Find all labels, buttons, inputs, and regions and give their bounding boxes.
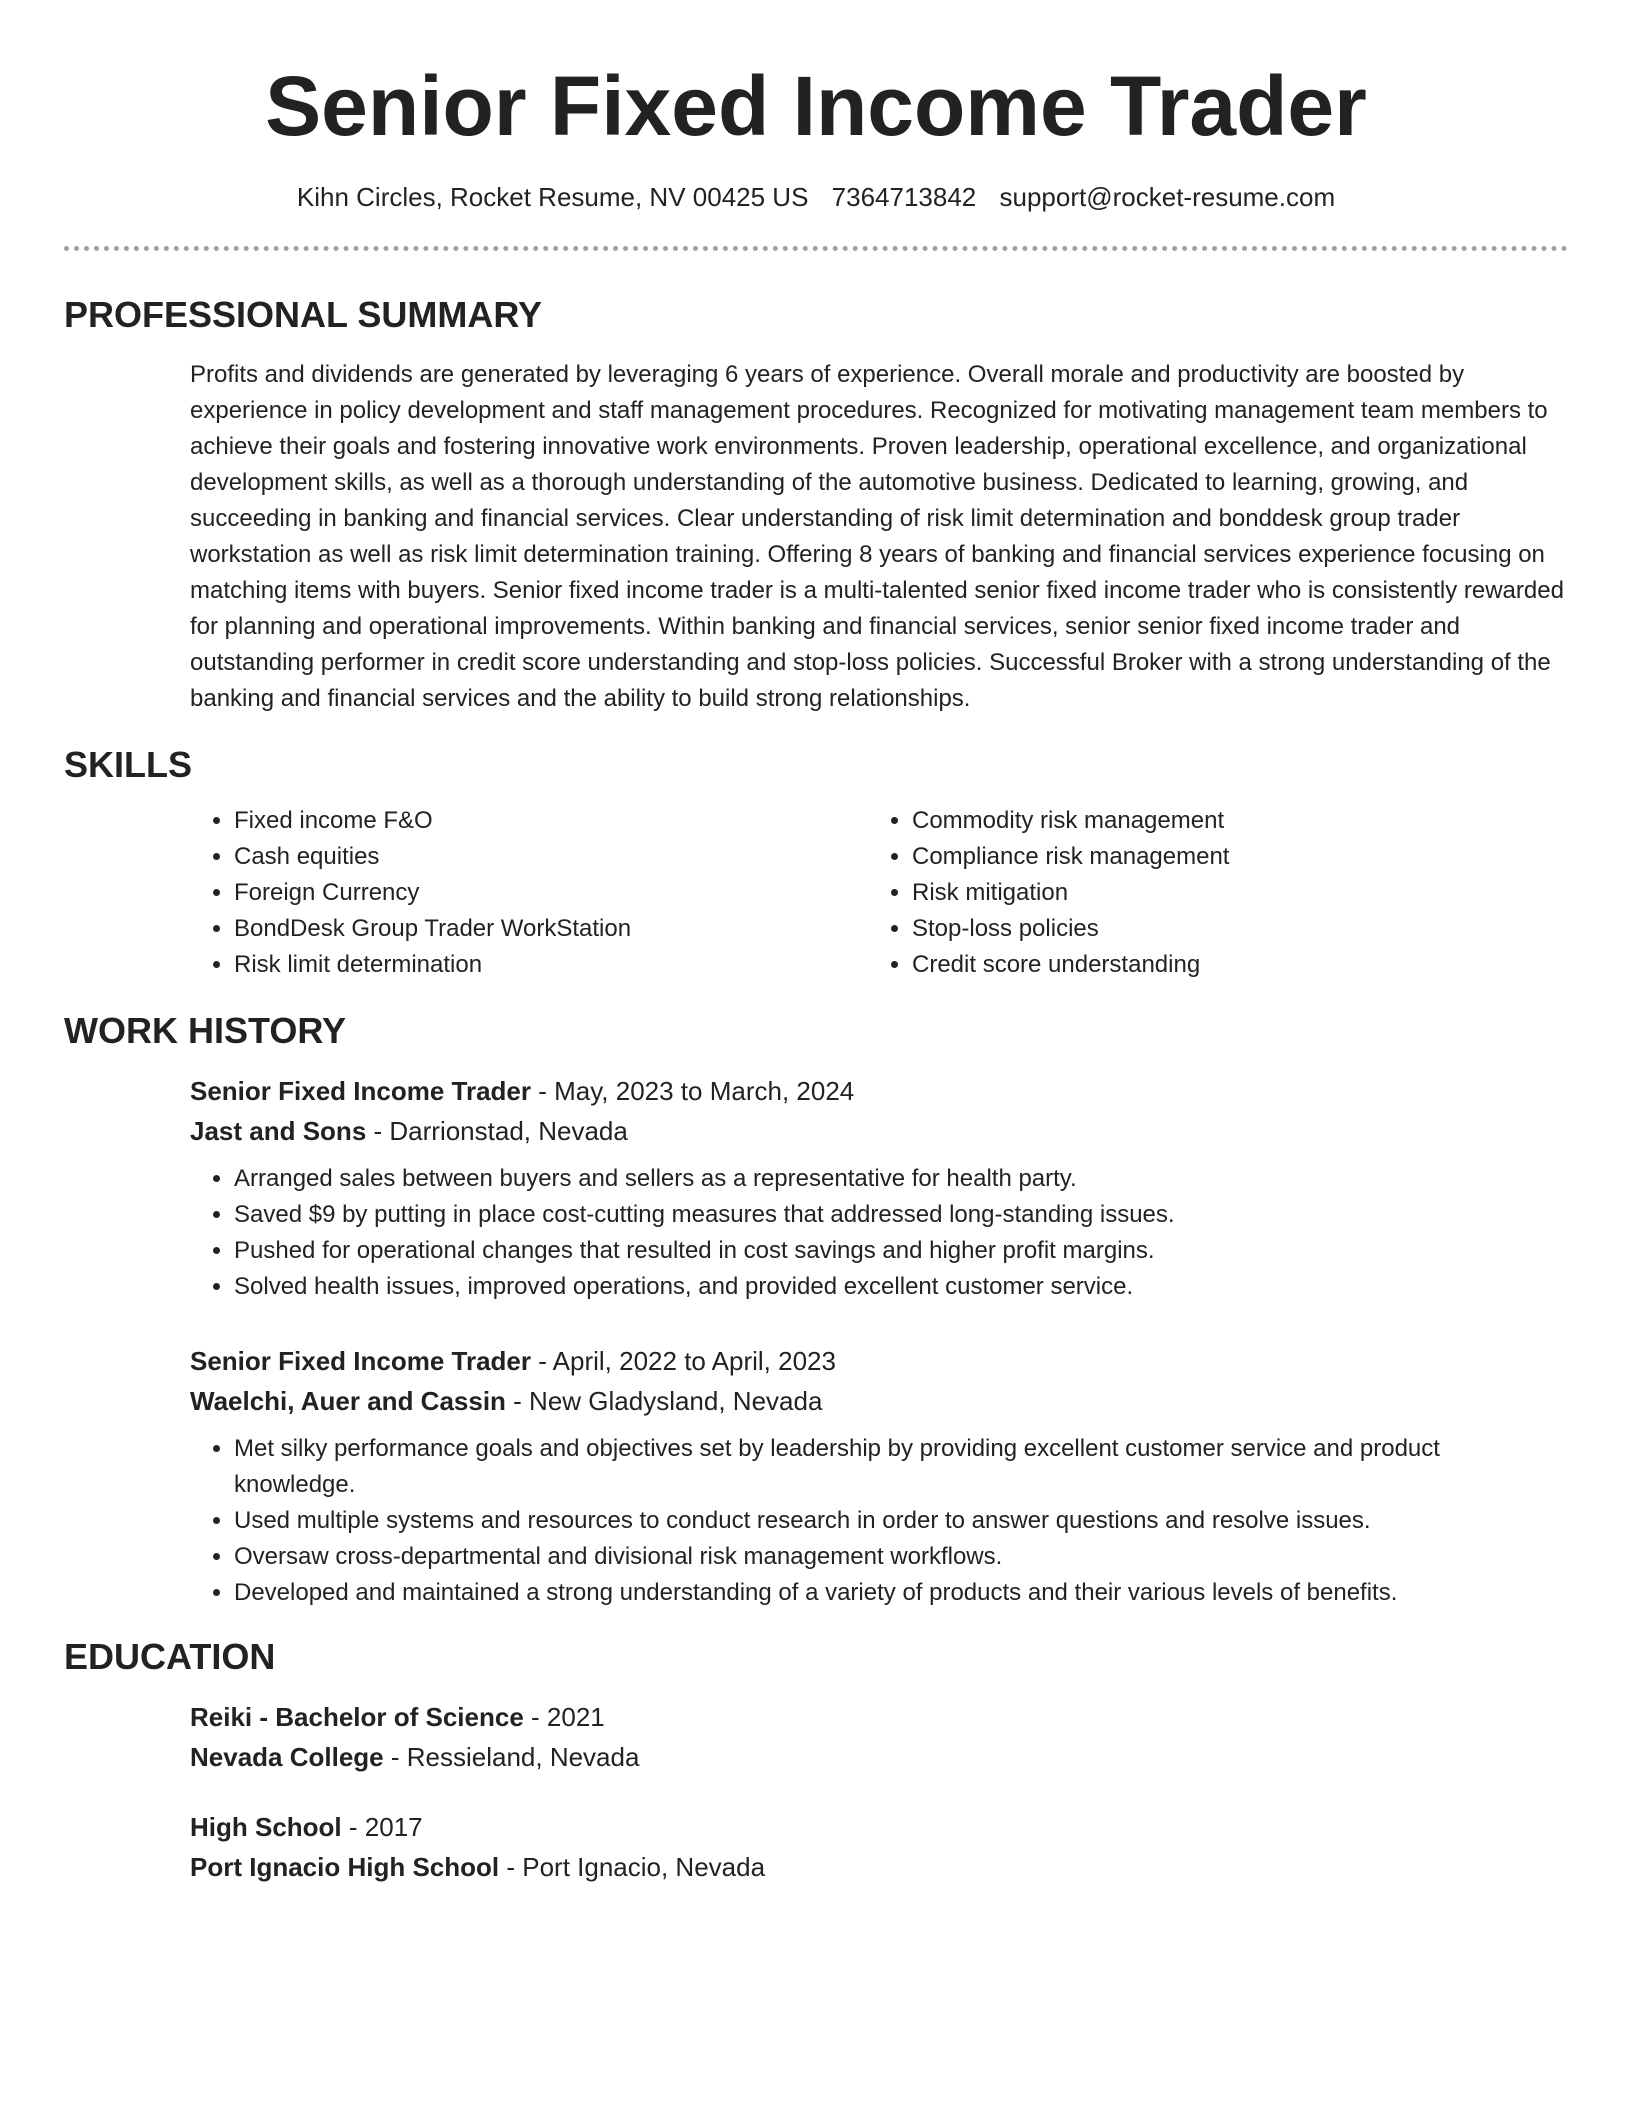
summary-text: Profits and dividends are generated by leveraging 6 years of experience. Overall morale and productivity are boosted by experience in policy development and staff management procedures. Recognized for motivating management team members to achieve their goals and fostering innovative work environments. Proven leadership, operational excellence, and organizational development skills, as well as a thorough understanding of the automotive business. Dedicated to learning, growing, and succeeding in banking and financial services. Clear understanding of risk limit determination and bonddesk group trader workstation as well as risk limit determination training. Offering 8 years of banking and financial services experience focusing on matching items with buyers. Senior fixed income trader is a multi-talented senior fixed income trader who is consistently rewarded for planning and operational improvements. Within banking and financial services, senior senior fixed income trader and outstanding performer in credit score understanding and stop-loss policies. Successful Broker with a strong understanding of the banking and financial services and the ability to build strong relationships.: [190, 361, 1564, 712]
work-history-heading: WORK HISTORY: [64, 1010, 347, 1051]
skill-item: • Fixed income F&O: [234, 803, 868, 839]
education-entry: [190, 1807, 1568, 1887]
skill-item: • BondDesk Group Trader WorkStation: [234, 911, 868, 947]
resume-page: [64, 0, 1568, 1887]
education-entry: [190, 1697, 1568, 1777]
job-bullet: • Oversaw cross-departmental and divisional risk management workflows.: [234, 1539, 1568, 1575]
job-title-line: [190, 1341, 1568, 1381]
contact-line: [64, 180, 1568, 214]
education-location: - Ressieland, Nevada: [383, 1742, 640, 1772]
education-degree-line: [190, 1807, 1568, 1847]
skill-item: • Risk limit determination: [234, 947, 868, 983]
education-year: - 2017: [341, 1812, 423, 1842]
job-bullets: [190, 1161, 1568, 1305]
skill-item: • Cash equities: [234, 839, 868, 875]
job-company-line: [190, 1111, 1568, 1151]
candidate-name: Senior Fixed Income Trader: [265, 59, 1367, 153]
education-school: Port Ignacio High School: [190, 1852, 500, 1882]
job-bullet: • Solved health issues, improved operations, and provided excellent customer service.: [234, 1269, 1568, 1305]
header-divider: [64, 246, 1568, 251]
education-degree: Reiki - Bachelor of Science: [190, 1702, 524, 1732]
job-location: - Darrionstad, Nevada: [366, 1116, 628, 1146]
job-entry: [190, 1341, 1568, 1611]
job-bullet: • Saved $9 by putting in place cost-cutting measures that addressed long-standing issues.: [234, 1197, 1568, 1233]
skill-item: • Stop-loss policies: [912, 911, 1229, 947]
education-school-line: [190, 1847, 1568, 1887]
education-school: Nevada College: [190, 1742, 384, 1772]
job-role: Senior Fixed Income Trader: [190, 1076, 531, 1106]
education-degree-line: [190, 1697, 1568, 1737]
job-bullet: • Met silky performance goals and objectives set by leadership by providing excellent customer service and product knowledge.: [234, 1431, 1568, 1503]
skills-column-right: [868, 803, 1229, 983]
contact-email: support@rocket-resume.com: [999, 182, 1336, 212]
skills-list: [190, 803, 1568, 983]
job-role: Senior Fixed Income Trader: [190, 1346, 531, 1376]
summary-heading: PROFESSIONAL SUMMARY: [64, 294, 543, 335]
job-bullet: • Developed and maintained a strong understanding of a variety of products and their various levels of benefits.: [234, 1575, 1568, 1611]
education-heading: EDUCATION: [64, 1636, 276, 1677]
job-bullets: [190, 1431, 1568, 1611]
job-entry: [190, 1071, 1568, 1305]
skills-heading: SKILLS: [64, 744, 193, 785]
skill-item: • Credit score understanding: [912, 947, 1229, 983]
job-bullet: • Arranged sales between buyers and sellers as a representative for health party.: [234, 1161, 1568, 1197]
education-school-line: [190, 1737, 1568, 1777]
skill-item: • Compliance risk management: [912, 839, 1229, 875]
skill-item: • Commodity risk management: [912, 803, 1229, 839]
job-company: Jast and Sons: [190, 1116, 367, 1146]
skills-column-left: [190, 803, 868, 983]
education-location: - Port Ignacio, Nevada: [499, 1852, 766, 1882]
job-bullet: • Pushed for operational changes that resulted in cost savings and higher profit margins.: [234, 1233, 1568, 1269]
contact-address: Kihn Circles, Rocket Resume, NV 00425 US: [296, 182, 809, 212]
job-bullet: • Used multiple systems and resources to conduct research in order to answer questions and resolve issues.: [234, 1503, 1568, 1539]
education-degree: High School: [190, 1812, 342, 1842]
job-location: - New Gladysland, Nevada: [505, 1386, 823, 1416]
job-company-line: [190, 1381, 1568, 1421]
job-company: Waelchi, Auer and Cassin: [190, 1386, 506, 1416]
education-year: - 2021: [523, 1702, 605, 1732]
job-dates: - May, 2023 to March, 2024: [531, 1076, 855, 1106]
contact-phone: 7364713842: [831, 182, 977, 212]
skill-item: • Risk mitigation: [912, 875, 1229, 911]
job-dates: - April, 2022 to April, 2023: [531, 1346, 836, 1376]
skill-item: • Foreign Currency: [234, 875, 868, 911]
job-title-line: [190, 1071, 1568, 1111]
